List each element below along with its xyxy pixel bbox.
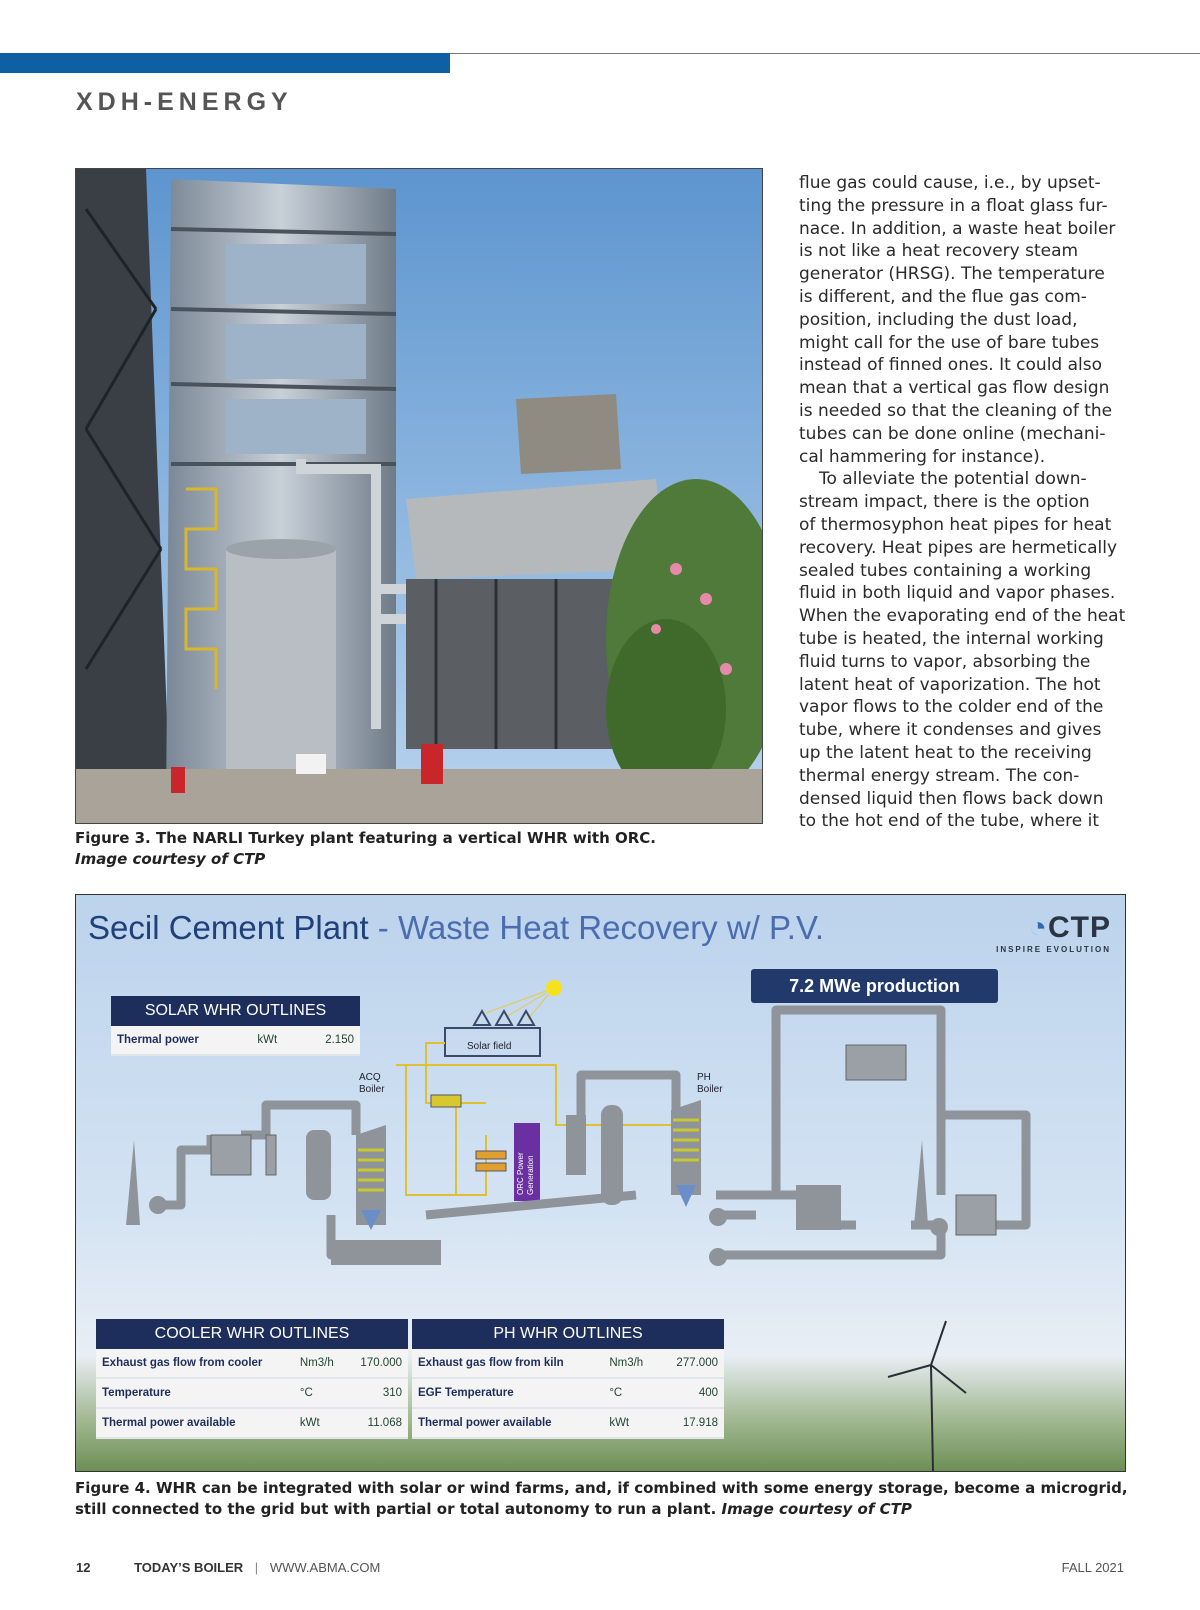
- text-line: position, including the dust load,: [799, 309, 1078, 330]
- text-line: To alleviate the potential down-: [819, 469, 1087, 490]
- table-row: EGF Temperature °C 400: [412, 1378, 724, 1408]
- solar-field-label: Solar field: [467, 1041, 512, 1052]
- text-line: vapor flows to the colder end of the: [799, 697, 1104, 718]
- chimney-left: [126, 1140, 140, 1225]
- ctp-swirl-icon: ◔: [1028, 911, 1048, 944]
- text-line: tube, where it condenses and gives: [799, 720, 1102, 741]
- footer-separator: |: [254, 1560, 259, 1575]
- ctp-logo: [996, 911, 1111, 954]
- acq-boiler: [356, 1125, 386, 1230]
- figure4-title-sub: - Waste Heat Recovery w/ P.V.: [368, 909, 825, 946]
- figure3-caption-text: Figure 3. The NARLI Turkey plant featuring a vertical WHR with ORC.: [75, 829, 656, 847]
- text-line: generator (HRSG). The temperature: [799, 264, 1105, 285]
- table-row: Exhaust gas flow from cooler Nm3/h 170.000: [96, 1349, 408, 1378]
- figure4-caption: [75, 1478, 1135, 1520]
- text-line: sealed tubes containing a working: [799, 560, 1092, 581]
- text-line: stream impact, there is the option: [799, 492, 1090, 513]
- cooler-table-header: COOLER WHR OUTLINES: [96, 1319, 408, 1349]
- table-row: Temperature °C 310: [96, 1378, 408, 1408]
- figure4-diagram: [75, 894, 1126, 1472]
- text-line: tube is heated, the internal working: [799, 628, 1104, 649]
- ph-boiler: [671, 1100, 701, 1207]
- text-line: of thermosyphon heat pipes for heat: [799, 514, 1112, 535]
- table-row: Thermal power available kWt 11.068: [96, 1408, 408, 1438]
- text-line: When the evaporating end of the heat: [799, 606, 1126, 627]
- brand-title: XDH-ENERGY: [76, 88, 293, 116]
- text-line: is needed so that the cleaning of the: [799, 400, 1113, 421]
- figure4-title: [88, 909, 824, 947]
- page-number: 12: [76, 1560, 91, 1575]
- table-row: Exhaust gas flow from kiln Nm3/h 277.000: [412, 1349, 724, 1378]
- text-line: up the latent heat to the receiving: [799, 742, 1092, 763]
- figure3-caption: [75, 828, 765, 870]
- fan-icon: [930, 1218, 948, 1236]
- text-line: densed liquid then flows back down: [799, 788, 1104, 809]
- issue-season: FALL 2021: [1061, 1560, 1124, 1575]
- text-line: to the hot end of the tube, where it: [799, 811, 1100, 832]
- footer-url[interactable]: WWW.ABMA.COM: [269, 1560, 381, 1575]
- text-line: thermal energy stream. The con-: [799, 765, 1080, 786]
- figure3-credit: Image courtesy of CTP: [75, 850, 266, 868]
- kiln: [331, 1240, 441, 1265]
- fan-icon: [149, 1196, 167, 1214]
- text-line: fluid turns to vapor, absorbing the: [799, 651, 1091, 672]
- magazine-name: TODAY’S BOILER: [134, 1560, 244, 1575]
- text-line: cal hammering for instance).: [799, 446, 1046, 467]
- ph-whr-table: [412, 1319, 724, 1439]
- text-line: is not like a heat recovery steam: [799, 241, 1079, 262]
- figure4-caption-text: Figure 4. WHR can be integrated with solar or wind farms, and, if combined with some energy storage, become a microgrid, still connected to the grid but with partial or total autonomy to run a plant.: [75, 1479, 1128, 1518]
- figure4-credit: Image courtesy of CTP: [721, 1500, 912, 1518]
- cooler-whr-table: [96, 1319, 408, 1439]
- raw-mill: [796, 1185, 841, 1230]
- text-line: flue gas could cause, i.e., by upset-: [799, 173, 1101, 193]
- ctp-tagline: INSPIRE EVOLUTION: [996, 945, 1111, 954]
- fan-icon: [709, 1248, 727, 1266]
- solar-heat-exchanger: [431, 1095, 461, 1107]
- solar-whr-table: [111, 996, 360, 1056]
- text-line: is different, and the flue gas com-: [799, 286, 1087, 307]
- acq-boiler-label: Boiler: [359, 1084, 385, 1095]
- text-line: might call for the use of bare tubes: [799, 332, 1100, 353]
- orc-label-2: Generation: [526, 1155, 535, 1195]
- production-badge: 7.2 MWe production: [751, 969, 998, 1003]
- chimney-right: [914, 1140, 928, 1225]
- wind-turbine-icon: [888, 1321, 966, 1471]
- text-line: instead of finned ones. It could also: [799, 355, 1103, 376]
- text-line: nace. In addition, a waste heat boiler: [799, 218, 1116, 239]
- header-rule: [450, 53, 1200, 54]
- ph-label: PH: [697, 1072, 711, 1083]
- header-accent-bar: [0, 53, 450, 73]
- figure4-title-main: Secil Cement Plant: [88, 909, 369, 946]
- sun-icon: [546, 980, 562, 996]
- text-line: fluid in both liquid and vapor phases.: [799, 583, 1116, 604]
- table-row: Thermal power available kWt 17.918: [412, 1408, 724, 1438]
- fan-icon: [709, 1208, 727, 1226]
- ph-table-header: PH WHR OUTLINES: [412, 1319, 724, 1349]
- text-line: latent heat of vaporization. The hot: [799, 674, 1101, 695]
- orc-label-1: ORC Power: [516, 1152, 525, 1195]
- acq-label: ACQ: [359, 1072, 381, 1083]
- text-line: recovery. Heat pipes are hermetically: [799, 537, 1118, 558]
- page-footer: [76, 1560, 1124, 1575]
- figure3-photo: [75, 168, 763, 824]
- ctp-logo-text: ◔CTP: [1028, 911, 1111, 944]
- text-line: tubes can be done online (mechani-: [799, 423, 1106, 444]
- article-column: [799, 172, 1129, 833]
- table-row: Thermal power kWt 2.150: [111, 1026, 360, 1055]
- text-line: mean that a vertical gas flow design: [799, 378, 1110, 399]
- solar-table-header: SOLAR WHR OUTLINES: [111, 996, 360, 1026]
- ph-boiler-label: Boiler: [697, 1084, 723, 1095]
- text-line: ting the pressure in a float glass fur-: [799, 195, 1108, 216]
